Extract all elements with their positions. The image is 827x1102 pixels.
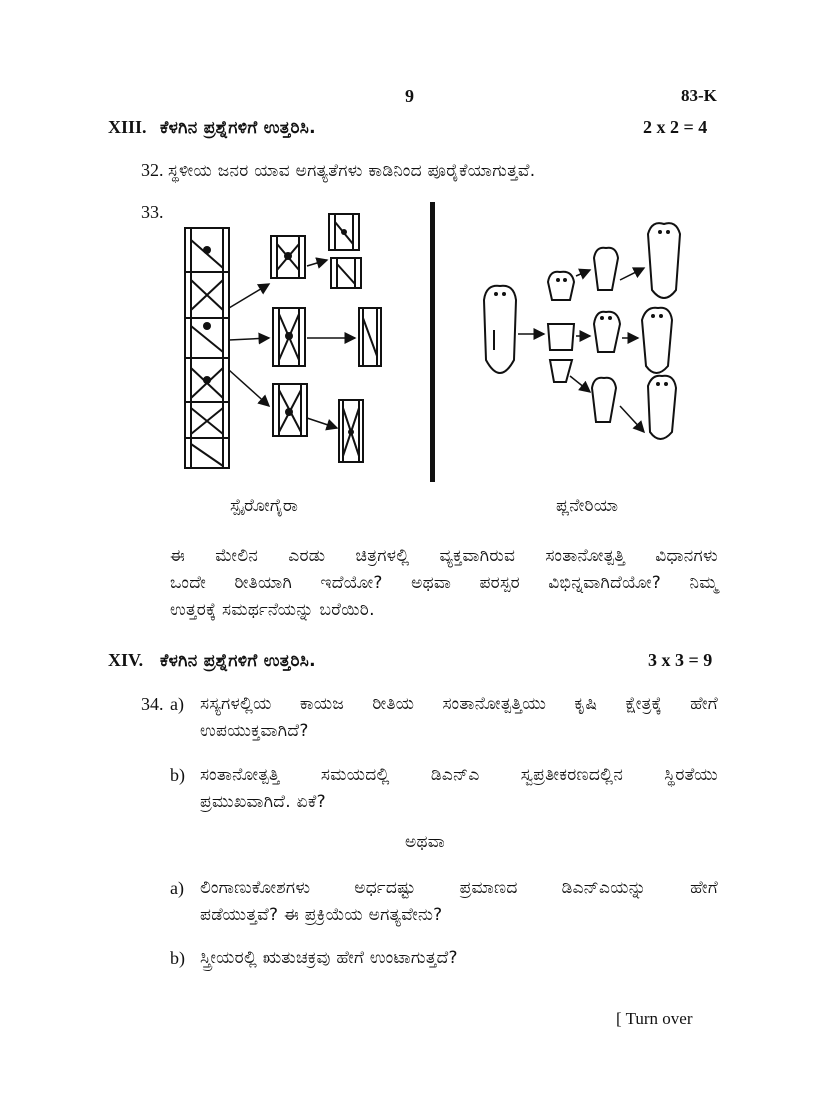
q34-b-line-2: ಪ್ರಮುಖವಾಗಿದೆ. ಏಕೆ? [200, 792, 326, 812]
section-xiv-numeral: XIV. [108, 650, 144, 670]
q34-alt-a-line-1: ಲಿಂಗಾಣುಕೋಶಗಳು ಅರ್ಧದಷ್ಟು ಪ್ರಮಾಣದ ಡಿಎನ್‍ಎಯನ್ನು ಹೇಗೆ [200, 878, 718, 898]
q34-alt-a-line-2: ಪಡೆಯುತ್ತವೆ? ಈ ಪ್ರಕ್ರಿಯೆಯ ಅಗತ್ಯವೇನು? [200, 905, 443, 925]
q33-number: 33. [141, 202, 164, 222]
section-xiii-numeral: XIII. [108, 117, 147, 137]
spirogyra-caption: ಸ್ಪೈರೋಗೈರಾ [230, 496, 299, 516]
q34-a-line-2: ಉಪಯುಕ್ತವಾಗಿದೆ? [200, 721, 309, 741]
q34-alt-b-text: ಸ್ತ್ರೀಯರಲ್ಲಿ ಋತುಚಕ್ರವು ಹೇಗೆ ಉಂಟಾಗುತ್ತದೆ? [200, 948, 458, 968]
q34-alt-b-label: b) [170, 948, 185, 968]
paper-code: 83-K [681, 86, 717, 105]
or-separator: ಅಥವಾ [405, 832, 445, 852]
q34-b-label: b) [170, 765, 185, 785]
section-xiii-instruction: ಕೆಳಗಿನ ಪ್ರಶ್ನೆಗಳಿಗೆ ಉತ್ತರಿಸಿ. [160, 118, 316, 138]
q33-text-line-3: ಉತ್ತರಕ್ಕೆ ಸಮರ್ಥನೆಯನ್ನು ಬರೆಯಿರಿ. [170, 600, 375, 620]
q34-b-line-1: ಸಂತಾನೋತ್ಪತ್ತಿ ಸಮಯದಲ್ಲಿ ಡಿಎನ್‍ಎ ಸ್ವಪ್ರತೀಕರಣದಲ್ಲಿನ ಸ್ಥಿರತೆಯು [200, 765, 718, 785]
spirogyra-diagram [175, 210, 395, 478]
section-xiv-instruction: ಕೆಳಗಿನ ಪ್ರಶ್ನೆಗಳಿಗೆ ಉತ್ತರಿಸಿ. [160, 651, 316, 671]
q33-text-line-2: ಒಂದೇ ರೀತಿಯಾಗಿ ಇದೆಯೋ? ಅಥವಾ ಪರಸ್ಪರ ವಿಭಿನ್ನವಾಗಿದೆಯೋ? ನಿಮ್ಮ [170, 573, 718, 593]
turn-over: [ Turn over [616, 1009, 693, 1028]
q32-text: ಸ್ಥಳೀಯ ಜನರ ಯಾವ ಅಗತ್ಯತೆಗಳು ಕಾಡಿನಿಂದ ಪೂರೈಕೆಯಾಗುತ್ತವೆ. [168, 161, 536, 181]
section-xiii-marks: 2 x 2 = 4 [643, 117, 708, 137]
planaria-diagram [470, 210, 710, 470]
section-xiv-marks: 3 x 3 = 9 [648, 650, 713, 670]
q33-text-line-1: ಈ ಮೇಲಿನ ಎರಡು ಚಿತ್ರಗಳಲ್ಲಿ ವ್ಯಕ್ತವಾಗಿರುವ ಸಂತಾನೋತ್ಪತ್ತಿ ವಿಧಾನಗಳು [170, 546, 718, 566]
q32-number: 32. [141, 160, 164, 180]
q34-number: 34. [141, 694, 164, 714]
q34-a-line-1: ಸಸ್ಯಗಳಲ್ಲಿಯ ಕಾಯಜ ರೀತಿಯ ಸಂತಾನೋತ್ಪತ್ತಿಯು ಕೃಷಿ ಕ್ಷೇತ್ರಕ್ಕೆ ಹೇಗೆ [200, 694, 718, 714]
figure-divider [430, 202, 435, 482]
q34-a-label: a) [170, 694, 184, 714]
page-number: 9 [405, 86, 414, 106]
planaria-caption: ಪ್ಲನೇರಿಯಾ [556, 496, 619, 516]
q34-alt-a-label: a) [170, 878, 184, 898]
